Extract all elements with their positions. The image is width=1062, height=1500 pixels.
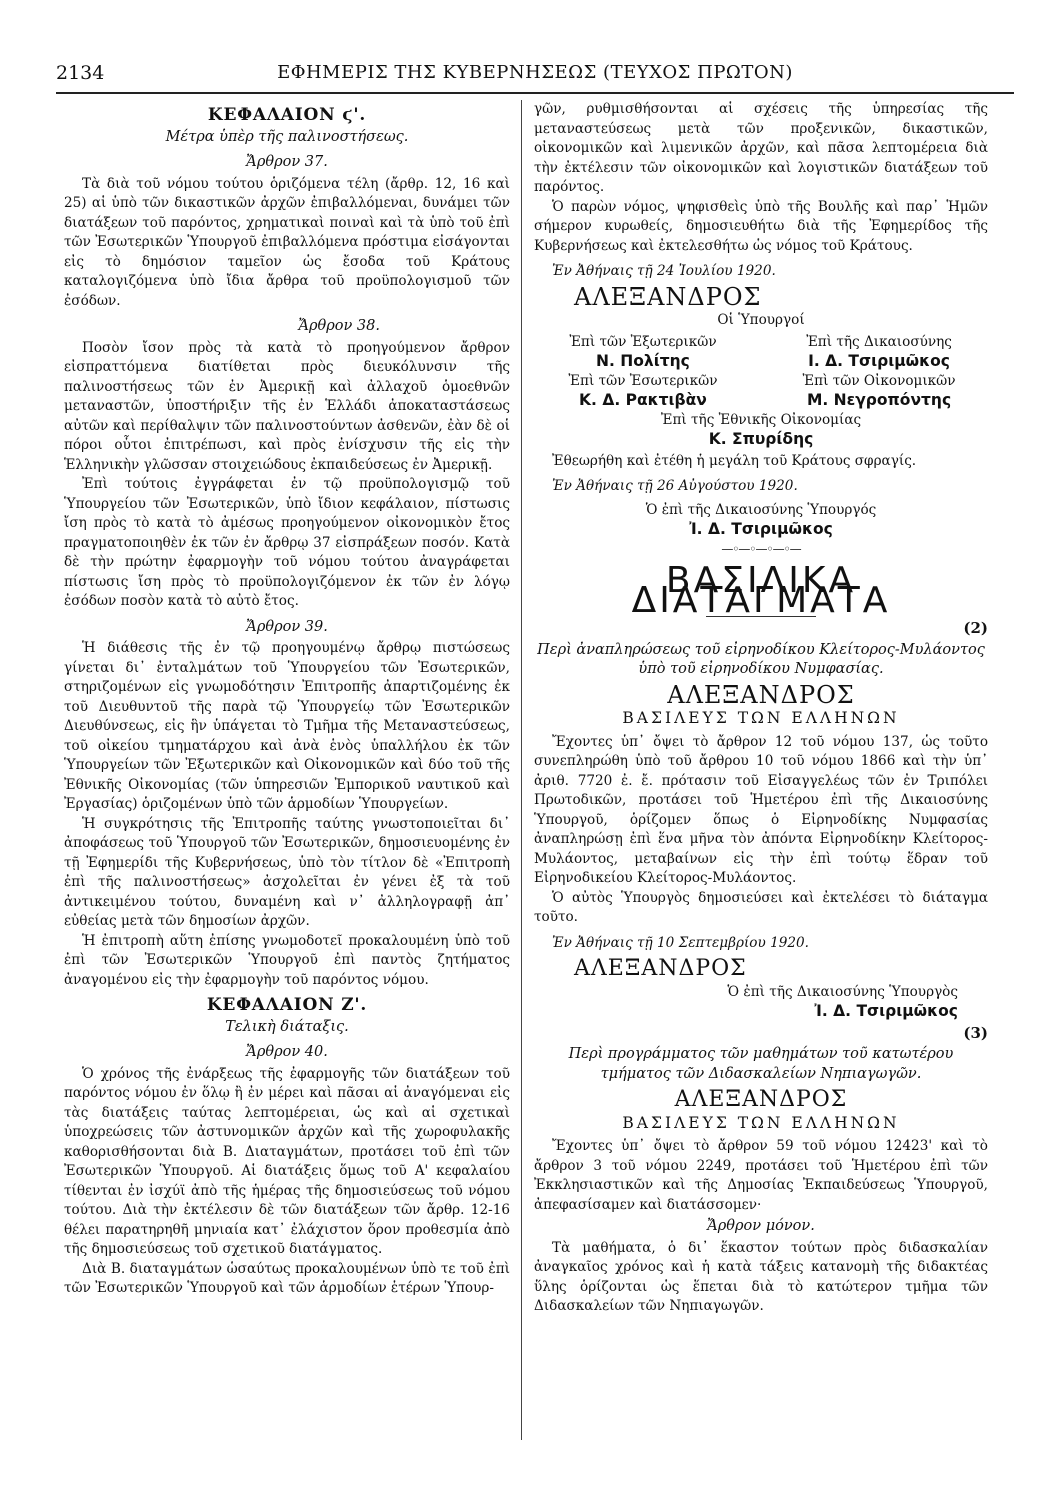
king-heading-4: ΑΛΕΞΑΝΔΡΟΣ <box>674 1087 848 1112</box>
minister-justice-name: Ι. Δ. Τσιριμῶκος <box>808 352 950 370</box>
ministers-heading: Οἱ Ὑπουργοί <box>717 312 805 328</box>
seal-date: Ἐν Ἀθήναις τῇ 26 Αὐγούστου 1920. <box>552 478 798 494</box>
chapter-6-title: ΚΕΦΑΛΑΙΟΝ ϛ'. <box>207 105 367 125</box>
minister-finance <box>770 372 988 411</box>
ministers-signatures <box>534 333 988 450</box>
minister-justice-label: Ἐπὶ τῆς Δικαιοσύνης <box>806 333 952 350</box>
minister-foreign <box>534 333 752 372</box>
minister-economy-name: Κ. Σπυρίδης <box>708 430 814 448</box>
decree-3-title: Περὶ προγράμματος τῶν μαθημάτων τοῦ κατωτέρου τμήματος τῶν Διδασκαλείων Νηπιαγωγῶν. <box>568 1046 954 1082</box>
decree-3-body: Τὰ μαθήματα, ὁ δι᾽ ἕκαστον τούτων πρὸς διδασκαλίαν ἀναγκαῖος χρόνος καὶ ἡ κατὰ τάξεις κατανομὴ τῆς διδακτέας ὕλης ὁρίζονται ὡς ἕπεται διὰ τὸ κατώτερον τμῆμα τῶν Διδασκαλείων τῶν Νηπιαγωγῶν. <box>534 1239 988 1314</box>
law-continuation: γῶν, ρυθμισθήσονται αἱ σχέσεις τῆς ὑπηρεσίας τῆς μεταναστεύσεως μετὰ τῶν προξενικῶν, δικαστικῶν, οἰκονομικῶν καὶ λιμενικῶν ἀρχῶν, καὶ πᾶσα λεπτομέρεια διὰ τὴν ἐκτέλεσιν τῶν οἰκονομικῶν καὶ λογιστικῶν διατάξεων τοῦ παρόντος. <box>534 101 988 195</box>
header-rule <box>56 92 1014 94</box>
king-title-4: ΒΑΣΙΛΕΥΣ ΤΩΝ ΕΛΛΗΝΩΝ <box>622 1113 900 1132</box>
left-column <box>64 100 510 1299</box>
page-number: 2134 <box>56 62 105 84</box>
decree-2-text: Ἔχοντες ὑπ᾽ ὄψει τὸ ἄρθρον 12 τοῦ νόμου 137, ὡς τοῦτο συνεπληρώθη ὑπὸ τοῦ ἄρθρου 10 τοῦ νόμου 1866 καὶ τὴν ὑπ᾽ ἀριθ. 7720 ἐ. ἔ. πρότασιν τοῦ Εἰσαγγελέως τῶν ἐν Τριπόλει Πρωτοδικῶν, προτάσει τοῦ Ἡμετέρου ἐπὶ τῆς Δικαιοσύνης Ὑπουργοῦ, ὁρίζομεν ὅπως ὁ Εἰρηνοδίκης Νυμφασίας ἀναπληρώσῃ ἐπὶ ἕνα μῆνα τὸν ἀπόντα Εἰρηνοδίκην Κλείτορος-Μυλάοντος, μεταβαίνων εἰς τὴν ἐπὶ τούτῳ ἕδραν τοῦ Εἰρηνοδικείου Κλείτορος-Μυλάοντος. <box>534 733 988 886</box>
minister-interior <box>534 372 752 411</box>
justice-minister-label: Ὁ ἐπὶ τῆς Δικαιοσύνης Ὑπουργός <box>645 501 877 518</box>
article-39-paragraph-1: Ἡ διάθεσις τῆς ἐν τῷ προηγουμένῳ ἄρθρῳ πιστώσεως γίνεται δι᾽ ἐνταλμάτων τοῦ Ὑπουργείου τῶν Ἐσωτερικῶν, στηριζομένων εἰς γνωμοδότησιν Ἐπιτροπῆς ἀπαρτιζομένης ἐκ τοῦ Διευθυντοῦ τῆς παρὰ τῷ Ὑπουργείῳ τῶν Ἐσωτερικῶν Διευθύνσεως, εἰς ἣν ὑπάγεται τὸ Τμῆμα τῆς Μεταναστεύσεως, τοῦ οἰκείου τμηματάρχου καὶ ἀνὰ ἑνὸς ὑπαλλήλου ἐκ τῶν Ὑπουργείων τῶν Ἐξωτερικῶν καὶ Οἰκονομικῶν καὶ δύο τοῦ τῆς Ἐθνικῆς Οἰκονομίας (τῶν ὑπηρεσιῶν Ἐμπορικοῦ ναυτικοῦ καὶ Ἐργασίας) ὁριζομένων ὑπὸ τῶν ἁρμοδίων Ὑπουργείων. <box>64 640 510 812</box>
decree-2-minister-name: Ἰ. Δ. Τσιριμῶκος <box>814 1002 958 1020</box>
seal-note: Ἐθεωρήθη καὶ ἐτέθη ἡ μεγάλη τοῦ Κράτους σφραγίς. <box>552 452 917 469</box>
page-header <box>56 56 1014 90</box>
right-column <box>534 100 988 1317</box>
minister-justice <box>770 333 988 372</box>
decree-3-number: (3) <box>963 1023 988 1042</box>
article-40-heading: Ἄρθρον 40. <box>246 1044 328 1060</box>
article-37-text: Τὰ διὰ τοῦ νόμου τούτου ὁριζόμενα τέλη (ἄρθρ. 12, 16 καὶ 25) αἱ ὑπὸ τῶν δικαστικῶν ἀρχῶν ἐπιβαλλόμεναι, δυνάμει τῶν διατάξεων τοῦ παρόντος, χρηματικαὶ ποιναὶ καὶ τὰ ὑπὸ τοῦ ἐπὶ τῶν Ἐσωτερικῶν Ὑπουργοῦ ἐπιβαλλόμενα πρόστιμα εἰσάγονται εἰς τὸ δημόσιον ταμεῖον ὡς ἔσοδα τοῦ Κράτους καταλογιζόμενα ὑπὸ ἴδια ἄρθρα τοῦ προϋπολογισμοῦ τῶν ἐσόδων. <box>64 175 510 309</box>
article-38-paragraph-2: Ἐπὶ τούτοις ἐγγράφεται ἐν τῷ προϋπολογισμῷ τοῦ Ὑπουργείου τῶν Ἐσωτερικῶν, ὑπὸ ἴδιον κεφάλαιον, πίστωσις ἴση πρὸς τὸ κατὰ τὸ ἀμέσως προηγούμενον οἰκονομικὸν ἔτος πραγματοποιηθὲν ἐκ τῶν ἐν ἄρθρῳ 37 εἰσπράξεων ποσόν. Κατὰ δὲ τὴν πρώτην ἐφαρμογὴν τοῦ νόμου τούτου ἀναγράφεται πίστωσις ἴση πρὸς τὸ προϋπολογιζόμενον ἐκ τῶν ἐν λόγῳ ἐσόδων ποσὸν κατὰ τὸ αὐτὸ ἔτος. <box>64 476 510 609</box>
minister-economy-label: Ἐπὶ τῆς Ἐθνικῆς Οἰκονομίας <box>660 411 862 428</box>
king-signature-1: ΑΛΕΞΑΝΔΡΟΣ <box>574 282 762 311</box>
decree-2-number: (2) <box>963 619 988 637</box>
minister-interior-label: Ἐπὶ τῶν Ἐσωτερικῶν <box>568 372 718 389</box>
king-heading-2: ΑΛΕΞΑΝΔΡΟΣ <box>667 680 855 709</box>
decree-2-execution: Ὁ αὐτὸς Ὑπουργὸς δημοσιεύσει καὶ ἐκτελέσει τὸ διάταγμα τοῦτο. <box>534 889 988 925</box>
decree-2-date: Ἐν Ἀθήναις τῇ 10 Σεπτεμβρίου 1920. <box>552 934 809 951</box>
justice-minister-name: Ἰ. Δ. Τσιριμῶκος <box>689 520 833 538</box>
minister-interior-name: Κ. Δ. Ρακτιβὰν <box>579 391 707 409</box>
law-enactment: Ὁ παρὼν νόμος, ψηφισθεὶς ὑπὸ τῆς Βουλῆς καὶ παρ᾽ Ἡμῶν σήμερον κυρωθείς, δημοσιευθήτω διὰ τῆς Ἐφημερίδος τῆς Κυβερνήσεως καὶ ἐκτελεσθήτω ὡς νόμος τοῦ Κράτους. <box>534 198 988 254</box>
law-date: Ἐν Ἀθήναις τῇ 24 Ἰουλίου 1920. <box>552 263 776 279</box>
minister-foreign-name: Ν. Πολίτης <box>596 352 690 370</box>
chapter-7-title: ΚΕΦΑΛΑΙΟΝ Ζ'. <box>206 995 368 1015</box>
article-38-paragraph-1: Ποσὸν ἴσον πρὸς τὰ κατὰ τὸ προηγούμενον ἄρθρον εἰσπραττόμενα διατίθεται πρὸς διευκόλυνσιν τῆς παλινοστήσεως τῶν ἐν Ἀμερικῇ καὶ ἀλλαχοῦ ὁμοεθνῶν μεταναστῶν, ὑποστήριξιν τῆς ἐν Ἑλλάδι ἀποκαταστάσεως αὐτῶν καὶ περίθαλψιν τῶν παλινοστούντων ἀσθενῶν, ἐὰν δὲ οἱ πόροι οὗτοι ἐπιτρέπωσι, καὶ πρὸς ἐνίσχυσιν τῆς εἰς τὴν Ἑλληνικὴν γλῶσσαν στοιχειώδους ἐκπαιδεύσεως ἐν Ἀμερικῇ. <box>64 339 510 473</box>
article-38-heading: Ἄρθρον 38. <box>298 318 380 334</box>
decree-3-article: Ἄρθρον μόνον. <box>707 1218 815 1234</box>
minister-finance-name: Μ. Νεγροπόντης <box>806 391 952 409</box>
article-39-paragraph-3: Ἡ ἐπιτροπὴ αὕτη ἐπίσης γνωμοδοτεῖ προκαλουμένη ὑπὸ τοῦ ἐπὶ τῶν Ἐσωτερικῶν Ὑπουργοῦ ἐπὶ παντὸς ζητήματος ἀναγομένου εἰς τὴν ἐφαρμογὴν τοῦ παρόντος νόμου. <box>64 932 510 988</box>
king-title-2: ΒΑΣΙΛΕΥΣ ΤΩΝ ΕΛΛΗΝΩΝ <box>622 709 900 727</box>
minister-finance-label: Ἐπὶ τῶν Οἰκονομικῶν <box>802 372 956 389</box>
ornament-divider: —◦—◦—◦—◦— <box>721 541 801 556</box>
minister-economy <box>534 411 988 450</box>
chapter-6-subtitle: Μέτρα ὑπὲρ τῆς παλινοστήσεως. <box>165 128 409 145</box>
article-37-heading: Ἄρθρον 37. <box>246 154 328 170</box>
section-title: ΒΑΣΙΛΙΚΑ ΔΙΑΤΑΓΜΑΤΑ <box>631 560 891 621</box>
column-divider <box>521 100 522 1440</box>
decree-2-minister-label: Ὁ ἐπὶ τῆς Δικαιοσύνης Ὑπουργὸς <box>727 983 958 1000</box>
king-signature-3: ΑΛΕΞΑΝΔΡΟΣ <box>574 956 747 981</box>
decree-2-title: Περὶ ἀναπληρώσεως τοῦ εἰρηνοδίκου Κλείτορος-Μυλάοντος ὑπὸ τοῦ εἰρηνοδίκου Νυμφασίας. <box>537 641 985 677</box>
article-40-paragraph-1: Ὁ χρόνος τῆς ἐνάρξεως τῆς ἐφαρμογῆς τῶν διατάξεων τοῦ παρόντος νόμου ἐν ὅλῳ ἢ ἐν μέρει καὶ πᾶσαι αἱ ἀναγόμεναι εἰς τὰς διατάξεις ταύτας λεπτομέρειαι, ὡς καὶ αἱ σχετικαὶ ὑποχρεώσεις τῶν ἀστυνομικῶν ἀρχῶν καὶ τῆς χωροφυλακῆς καθορισθήσονται διὰ Β. Διαταγμάτων, προτάσει τοῦ ἐπὶ τῶν Ἐσωτερικῶν Ὑπουργοῦ. Αἱ διατάξεις ὅμως τοῦ Α' κεφαλαίου τίθενται ἐν ἰσχύϊ ἀπὸ τῆς ἡμέρας τῆς δημοσιεύσεως τοῦ νόμου τούτου. Διὰ τὴν ἐκτέλεσιν δὲ τῶν διατάξεων τῶν ἄρθρ. 12-16 θέλει παρατηρηθῆ μηνιαία κατ᾽ ἐλάχιστον ὅρον προθεσμία ἀπὸ τῆς δημοσιεύσεως τοῦ σχετικοῦ διατάγματος. <box>64 1065 510 1257</box>
article-40-paragraph-2: Διὰ Β. διαταγμάτων ὡσαύτως προκαλουμένων ὑπὸ τε τοῦ ἐπὶ τῶν Ἐσωτερικῶν Ὑπουργοῦ καὶ τῶν ἁρμοδίων ἑτέρων Ὑπουρ- <box>64 1260 510 1296</box>
article-39-paragraph-2: Ἡ συγκρότησις τῆς Ἐπιτροπῆς ταύτης γνωστοποιεῖται δι᾽ ἀποφάσεως τοῦ Ὑπουργοῦ τῶν Ἐσωτερικῶν, δημοσιευομένης ἐν τῇ Ἐφημερίδι τῆς Κυβερνήσεως, ὑπὸ τὸν τίτλον δὲ «Ἐπιτροπὴ ἐπὶ τῆς παλινοστήσεως» ἀσχολεῖται ἐν γένει ἐξ τὰ τοῦ ἀντικειμένου τούτου, δυναμένη καὶ ν᾽ ἀλληλογραφῇ ἀπ᾽ εὐθείας μετὰ τῶν δημοσίων ἀρχῶν. <box>64 815 510 929</box>
decree-3-text: Ἔχοντες ὑπ᾽ ὄψει τὸ ἄρθρον 59 τοῦ νόμου 12423' καὶ τὸ ἄρθρον 3 τοῦ νόμου 2249, προτάσει τοῦ Ἡμετέρου ἐπὶ τῶν Ἐκκλησιαστικῶν καὶ τῆς Δημοσίας Ἐκπαιδεύσεως Ὑπουργοῦ, ἀπεφασίσαμεν καὶ διατάσσομεν· <box>534 1138 988 1213</box>
chapter-7-subtitle: Τελικὴ διάταξις. <box>225 1018 349 1035</box>
running-title: ΕΦΗΜΕΡΙΣ ΤΗΣ ΚΥΒΕΡΝΗΣΕΩΣ (ΤΕΥΧΟΣ ΠΡΩΤΟΝ) <box>277 62 793 83</box>
article-39-heading: Ἄρθρον 39. <box>246 618 328 635</box>
minister-foreign-label: Ἐπὶ τῶν Ἐξωτερικῶν <box>569 333 717 350</box>
